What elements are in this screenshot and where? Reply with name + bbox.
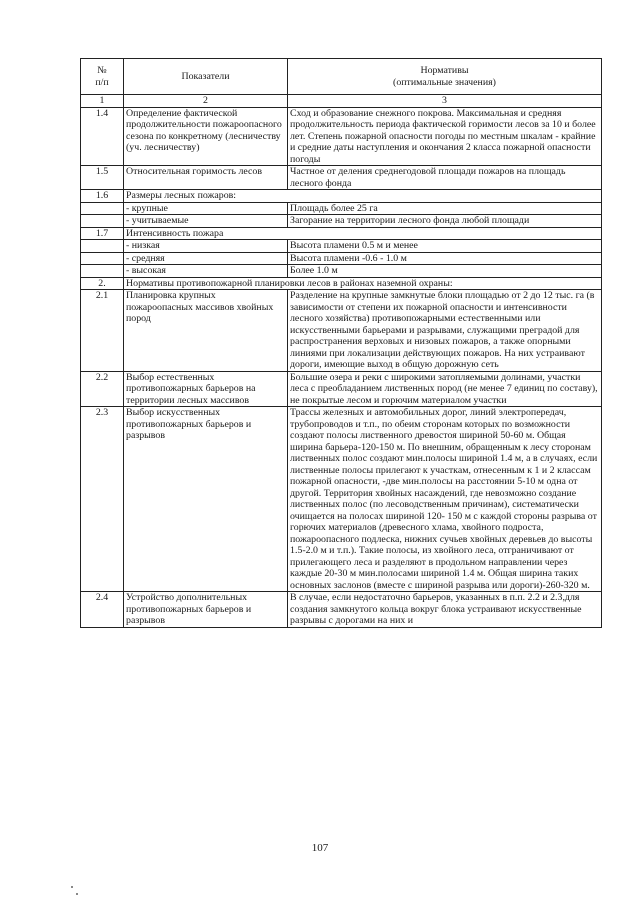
norms-table-body xyxy=(81,59,602,628)
table-row xyxy=(81,290,602,372)
row-indicator: Планировка крупных пожароопасных массивов хвойных пород xyxy=(124,290,288,372)
row-indicator: Выбор искусственных противопожарных барьеров и разрывов xyxy=(124,407,288,592)
table-row xyxy=(81,407,602,592)
row-norm: Более 1.0 м xyxy=(288,265,602,278)
table-header-row xyxy=(81,59,602,95)
row-norm: Сход и образование снежного покрова. Максимальная и средняя продолжительность периода фактической горимости лесов за 10 и более лет. Степень пожарной опасности погоды по местным шкалам - крайние и средние даты наступления и окончания 2 класса пожарной опасности погоды xyxy=(288,107,602,166)
table-row xyxy=(81,227,602,240)
column-index: 3 xyxy=(288,95,602,108)
table-row xyxy=(81,107,602,166)
row-num: 1.6 xyxy=(81,190,124,203)
table-row xyxy=(81,166,602,190)
row-num xyxy=(81,240,124,253)
row-indicator: - средняя xyxy=(124,252,288,265)
row-norm: Высота пламени -0.6 - 1.0 м xyxy=(288,252,602,265)
row-norm: Большие озера и реки с широкими затопляемыми долинами, участки леса с преобладанием лиственных пород (не менее 7 единиц по составу), не покрытые лесом и горючим материалом участки xyxy=(288,371,602,407)
table-row xyxy=(81,371,602,407)
header-norm: Нормативы (оптимальные значения) xyxy=(288,59,602,95)
row-section-title: Интенсивность пожара xyxy=(124,227,602,240)
row-norm: В случае, если недостаточно барьеров, указанных в п.п. 2.2 и 2.3,для создания замкнутого кольца вокруг блока устраивают искусственные разрывы с дорогами на них и xyxy=(288,592,602,628)
table-row xyxy=(81,215,602,228)
row-num xyxy=(81,202,124,215)
row-norm: Разделение на крупные замкнутые блоки площадью от 2 до 12 тыс. га (в зависимости от степени их пожарной опасности и интенсивности лесного хозяйства) противопожарными естественными или искусственными барьерами и разрывами, служащими преградой для распространения верховых и низовых пожаров, а также опорными линиями при локализации действующих пожаров. На них устраивают дороги, имеющие выход в общую дорожную сеть xyxy=(288,290,602,372)
row-norm: Загорание на территории лесного фонда любой площади xyxy=(288,215,602,228)
column-index: 2 xyxy=(124,95,288,108)
row-indicator: Устройство дополнительных противопожарных барьеров и разрывов xyxy=(124,592,288,628)
row-indicator: Выбор естественных противопожарных барьеров на территории лесных массивов xyxy=(124,371,288,407)
row-num xyxy=(81,265,124,278)
column-index: 1 xyxy=(81,95,124,108)
row-indicator: Определение фактической продолжительности пожароопасного сезона по конкретному (лесничеству (уч. лесничеству) xyxy=(124,107,288,166)
row-norm: Частное от деления среднегодовой площади пожаров на площадь лесного фонда xyxy=(288,166,602,190)
row-num xyxy=(81,215,124,228)
page-number: 107 xyxy=(311,842,329,854)
row-indicator: - учитываемые xyxy=(124,215,288,228)
row-num: 2.3 xyxy=(81,407,124,592)
row-num: 1.5 xyxy=(81,166,124,190)
row-indicator: - крупные xyxy=(124,202,288,215)
row-num: 2. xyxy=(81,277,124,290)
row-num: 1.4 xyxy=(81,107,124,166)
row-indicator: Относительная горимость лесов xyxy=(124,166,288,190)
header-indicator: Показатели xyxy=(124,59,288,95)
norms-table xyxy=(80,58,602,628)
row-norm: Площадь более 25 га xyxy=(288,202,602,215)
row-num xyxy=(81,252,124,265)
table-row xyxy=(81,190,602,203)
row-num: 2.1 xyxy=(81,290,124,372)
header-num: № п/п xyxy=(81,59,124,95)
row-num: 2.2 xyxy=(81,371,124,407)
row-num: 1.7 xyxy=(81,227,124,240)
table-row xyxy=(81,202,602,215)
row-num: 2.4 xyxy=(81,592,124,628)
row-section-title: Нормативы противопожарной планировки лесов в районах наземной охраны: xyxy=(124,277,602,290)
table-row xyxy=(81,252,602,265)
table-row xyxy=(81,277,602,290)
scan-speck xyxy=(76,893,78,895)
row-indicator: - высокая xyxy=(124,265,288,278)
column-index-row xyxy=(81,95,602,108)
row-norm: Трассы железных и автомобильных дорог, линий электропередач, трубопроводов и т.п., по обеим сторонам которых по возможности создают полосы лиственного древостоя шириной 50-60 м. Общая ширина барьера-120-150 м. По внешним, обращенным к лесу сторонам лиственных полос создают мин.полосы шириной 1.4 м, а в случаях, если лиственные полосы прилегают к участкам, отнесенным к 1 и 2 классам пожарной опасности, -две мин.полосы на расстоянии 5-10 м одна от другой. Территория хвойных насаждений, где невозможно создание лиственных полос (по лесоводственным причинам), систематически очищается на полосах шириной 120- 150 м с каждой стороны разрыва от горючих материалов (древесного хлама, хвойного подроста, пожароопасного подлеска, нижних сучьев хвойных деревьев до высоты 1.5-2.0 м и т.п.). Такие полосы, из хвойного леса, отграничивают от прилегающего леса и разделяют в продольном направлении через каждые 20-30 м мин.полосами шириной 1.4 м. Общая ширина таких основных заслонов (вместе с шириной разрыва или дороги)-260-320 м. xyxy=(288,407,602,592)
table-row xyxy=(81,240,602,253)
row-indicator: - низкая xyxy=(124,240,288,253)
scan-speck xyxy=(71,886,73,888)
row-section-title: Размеры лесных пожаров: xyxy=(124,190,602,203)
row-norm: Высота пламени 0.5 м и менее xyxy=(288,240,602,253)
table-row xyxy=(81,265,602,278)
table-row xyxy=(81,592,602,628)
